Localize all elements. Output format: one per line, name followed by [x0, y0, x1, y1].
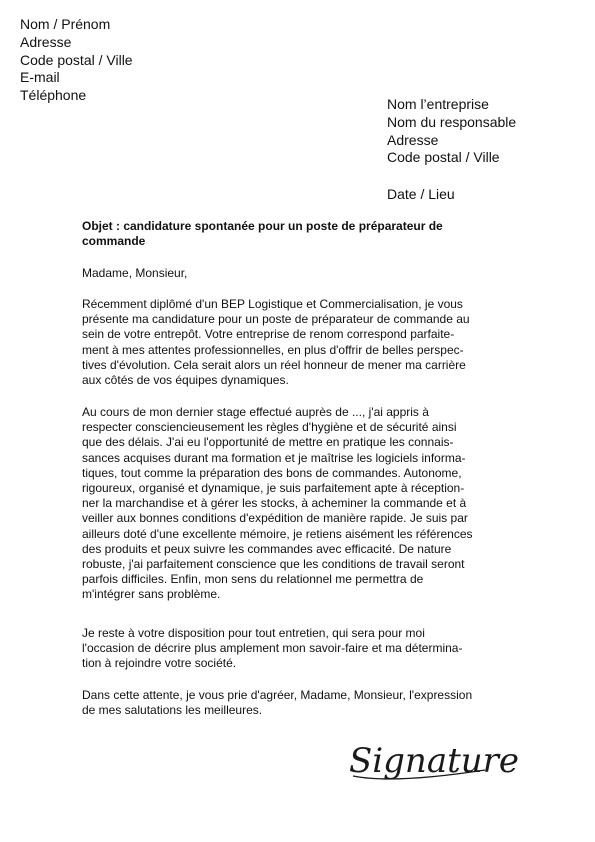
paragraph-line: ment à mes attentes professionnelles, en plus d'offrir de belles perspec-: [82, 342, 464, 357]
paragraph-line: ner la marchandise et à gérer les stocks, à acheminer la commande et à: [82, 496, 467, 511]
handwritten-signature: [343, 730, 520, 790]
paragraph-line: robuste, j'ai parfaitement conscience que les conditions de travail seront: [82, 557, 465, 572]
paragraph-line: sein de votre entrepôt. Votre entreprise de renom correspond parfaite-: [82, 327, 455, 342]
sender-name: Nom / Prénom: [20, 16, 111, 32]
paragraph-experience: [82, 405, 514, 603]
paragraph-line: tives d'évolution. Cela serait alors un réel honneur de mener ma carrière: [82, 357, 466, 372]
signature-text: Signature: [349, 741, 520, 781]
paragraph-line: Au cours de mon dernier stage effectué auprès de ..., j'ai appris à: [82, 405, 429, 419]
paragraph-line: tion à rejoindre votre société.: [82, 656, 237, 671]
recipient-company: Nom l’entreprise: [387, 96, 489, 112]
paragraph-line: tiques, tout comme la préparation des bons de commandes. Autonome,: [82, 465, 462, 480]
subject-line-1: Objet : candidature spontanée pour un poste de préparateur de: [82, 219, 443, 233]
recipient-manager: Nom du responsable: [387, 113, 517, 130]
paragraph-line: l'occasion de décrire plus amplement mon savoir-faire et ma détermina-: [82, 641, 463, 656]
subject-line: [82, 219, 514, 249]
paragraph-line: Je reste à votre disposition pour tout entretien, qui sera pour moi: [82, 626, 425, 640]
sender-phone: Téléphone: [20, 87, 87, 104]
paragraph-line: présente ma candidature pour un poste de préparateur de commande au: [82, 312, 470, 327]
sender-city: Code postal / Ville: [20, 51, 133, 68]
paragraph-line: m'intégrer sans problème.: [82, 587, 221, 602]
recipient-block: [387, 96, 516, 167]
recipient-city: Code postal / Ville: [387, 149, 500, 166]
paragraph-line: que des délais. J'ai eu l'opportunité de mettre en pratique les connais-: [82, 435, 454, 450]
paragraph-availability: [82, 626, 514, 672]
paragraph-line: aux côtés de vos équipes dynamiques.: [82, 373, 289, 388]
paragraph-line: parfois difficiles. Enfin, mon sens du relationnel me permettra de: [82, 572, 424, 587]
paragraph-line: rigoureux, organisé et dynamique, je suis parfaitement apte à réception-: [82, 481, 465, 496]
date-place: Date / Lieu: [387, 186, 455, 202]
sender-address: Adresse: [20, 33, 72, 50]
salutation: Madame, Monsieur,: [82, 266, 188, 280]
paragraph-line: ailleurs doté d'une excellente mémoire, je retiens aisément les références: [82, 526, 473, 541]
paragraph-line: Dans cette attente, je vous prie d'agréer, Madame, Monsieur, l'expression: [82, 688, 473, 702]
recipient-address: Adresse: [387, 131, 439, 148]
sender-block: [20, 16, 133, 105]
paragraph-line: de mes salutations les meilleures.: [82, 703, 263, 718]
paragraph-introduction: [82, 297, 514, 388]
subject-line-2: commande: [82, 234, 146, 249]
paragraph-line: des produits et peux suivre les commandes avec efficacité. De nature: [82, 541, 452, 556]
paragraph-line: sances acquises durant ma formation et je maîtrise les logiciels informa-: [82, 450, 466, 465]
sender-email: E-mail: [20, 69, 60, 86]
paragraph-closing: [82, 688, 514, 718]
paragraph-line: respecter consciencieusement les règles d'hygiène et de sécurité ainsi: [82, 420, 457, 435]
paragraph-line: Récemment diplômé d'un BEP Logistique et Commercialisation, je vous: [82, 297, 463, 311]
paragraph-line: veiller aux bonnes conditions d'expédition de manière rapide. Je suis par: [82, 511, 468, 526]
